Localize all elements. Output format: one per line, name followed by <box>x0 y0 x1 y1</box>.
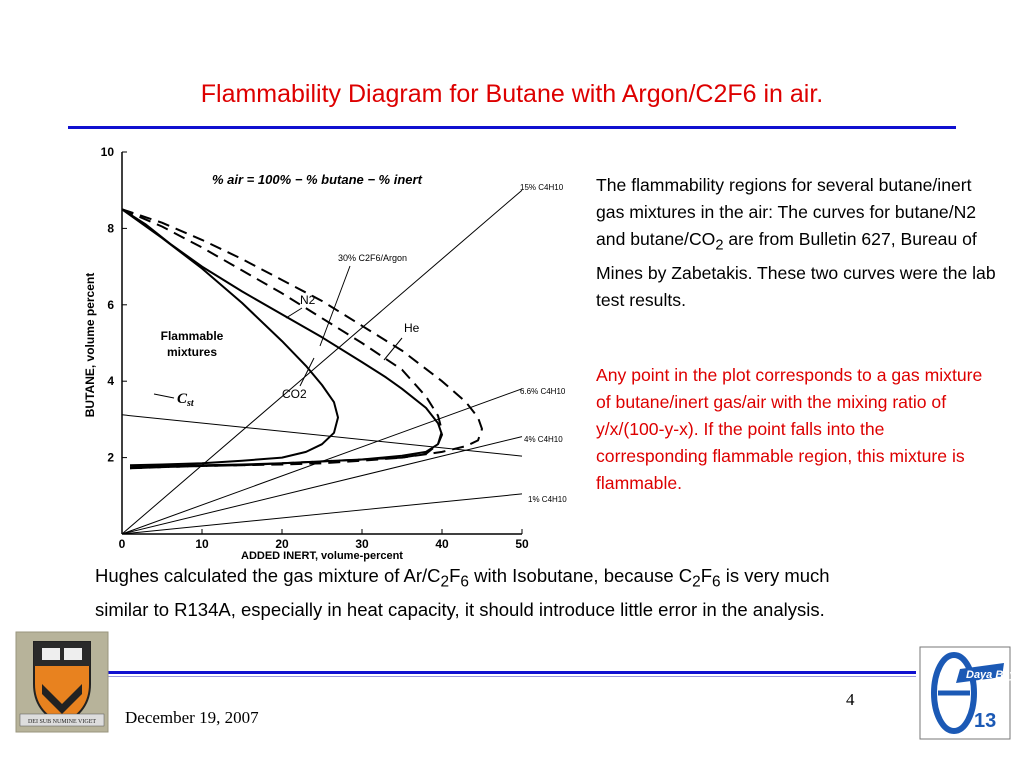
curve-annotations <box>154 183 567 504</box>
y-tick-label: 10 <box>100 145 114 159</box>
note-sub3: 2 <box>692 573 701 591</box>
y-tick-label: 6 <box>107 297 114 312</box>
logo-text: Daya Bay <box>966 669 1016 681</box>
footer-date: December 19, 2007 <box>125 708 259 727</box>
logo-number: 13 <box>974 710 997 732</box>
title-divider <box>68 126 956 129</box>
footer-divider <box>108 671 916 674</box>
x-tick-label: 30 <box>355 537 369 551</box>
note-part2: F <box>449 565 461 586</box>
region-label-line2: mixtures <box>166 345 218 359</box>
series-line-co2 <box>122 209 338 465</box>
cst-pointer <box>154 394 174 398</box>
series-line-15-c4h10 <box>122 190 522 534</box>
region-label-line1: Flammable <box>160 329 224 343</box>
x-tick-label: 50 <box>515 537 529 551</box>
note-part3: with Isobutane, because C <box>468 565 693 586</box>
note-sub4: 6 <box>712 573 721 591</box>
label-4pct: 4% C4H10 <box>524 435 563 444</box>
label-c2f6-argon: 30% C2F6/Argon <box>338 253 408 263</box>
label-he: He <box>404 321 420 335</box>
x-axis-label: ADDED INERT, volume-percent <box>241 550 403 562</box>
note-sub1: 2 <box>440 573 450 591</box>
c2f6-argon-pointer <box>320 266 350 346</box>
y-axis-label: BUTANE, volume percent <box>83 272 97 418</box>
bottom-note <box>95 562 855 623</box>
note-sub2: 6 <box>460 573 469 591</box>
y-tick-label: 2 <box>107 450 114 465</box>
description-text-part1: The flammability regions for several butane/inert gas mixtures in the air: The curves for butane/N2 and butane/CO <box>596 175 977 249</box>
flammability-chart <box>82 140 582 562</box>
series-line-6-6-c4h10 <box>122 389 522 534</box>
shield-motto: DEI SUB NUMINE VIGET <box>27 719 97 725</box>
description-paragraph <box>596 172 996 314</box>
label-1pct: 1% C4H10 <box>528 495 567 504</box>
label-n2: N2 <box>300 293 316 307</box>
x-tick-label: 10 <box>195 537 209 551</box>
mixture-explanation: Any point in the plot corresponds to a gas mixture of butane/inert gas/air with the mixing ratio of y/x/(100-y-x). If the point falls into the corresponding flammable region, this mixture is flammable. <box>596 365 983 493</box>
chart-ticks <box>101 145 529 551</box>
x-tick-label: 20 <box>275 537 289 551</box>
series-line-cst <box>122 415 522 456</box>
note-part5: is very much similar to R134A, especially in heat capacity, it should introduce little error in the analysis. <box>95 565 830 620</box>
y-tick-label: 4 <box>107 374 114 389</box>
x-tick-label: 0 <box>118 537 126 551</box>
series-line-4-c4h10 <box>122 437 522 534</box>
description-subscript: 2 <box>715 237 724 254</box>
note-part1: Hughes calculated the gas mixture of Ar/C <box>95 565 441 586</box>
n2-pointer <box>286 308 302 318</box>
label-co2: CO2 <box>282 387 307 401</box>
label-15pct: 15% C4H10 <box>520 183 564 192</box>
x-tick-label: 40 <box>435 537 449 551</box>
footer-divider-shadow <box>108 676 916 677</box>
page-number: 4 <box>846 690 855 709</box>
daya-bay-logo <box>920 647 1016 739</box>
description-text-part2: are from Bulletin 627, Bureau of Mines by Zabetakis. These two curves were the lab test results. <box>596 229 996 310</box>
slide-title: Flammability Diagram for Butane with Argon/C2F6 in air. <box>200 80 824 108</box>
equation-label: % air = 100% − % butane − % inert <box>212 172 422 187</box>
chart-axes <box>122 152 522 534</box>
label-cst: $C_{st}$ <box>177 391 194 409</box>
series-line-1-c4h10 <box>122 494 522 534</box>
y-tick-label: 8 <box>107 221 114 236</box>
chart-lines <box>122 190 522 534</box>
university-shield-logo <box>16 632 108 732</box>
label-6-6pct: 6.6% C4H10 <box>520 387 566 396</box>
note-part4: F <box>700 565 713 586</box>
